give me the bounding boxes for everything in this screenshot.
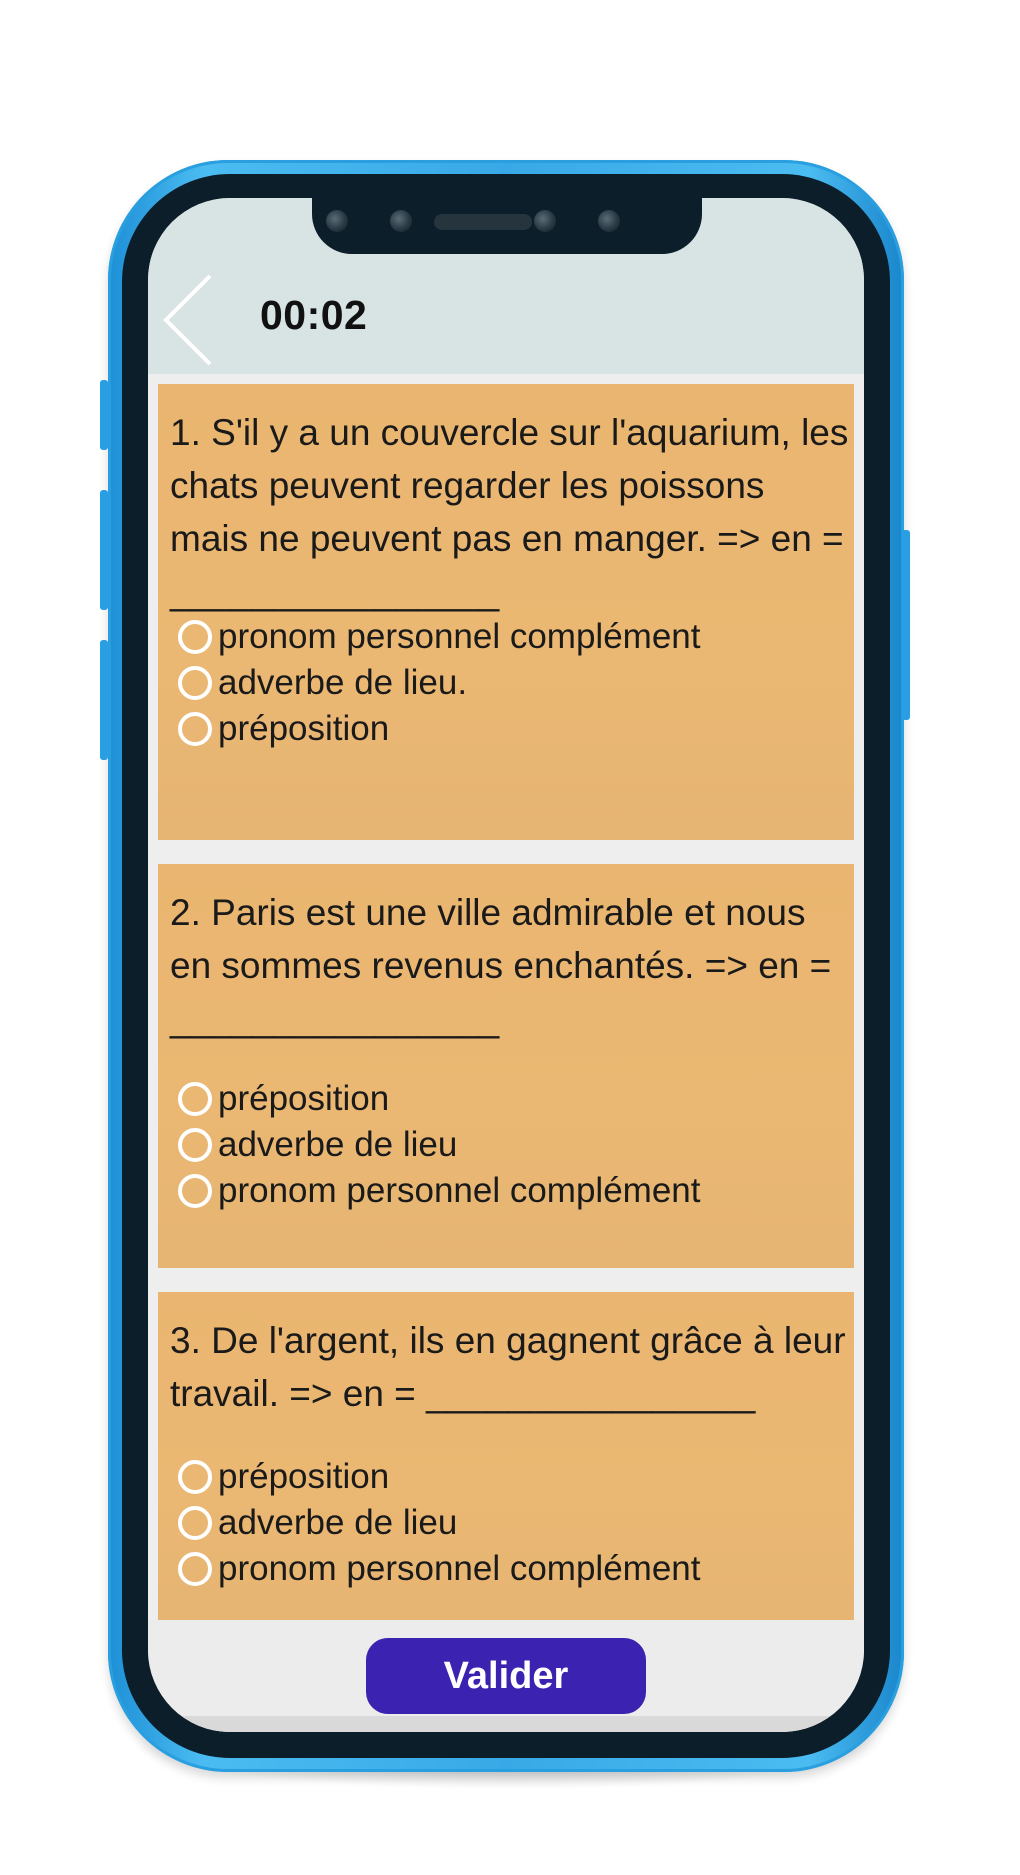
question-card-2: [158, 864, 854, 1268]
question-text: 3. De l'argent, ils en gagnent grâce à leur travail. => en = ________________: [170, 1320, 846, 1414]
answer-label: préposition: [218, 1079, 390, 1118]
question-text: 1. S'il y a un couvercle sur l'aquarium, les chats peuvent regarder les poissons mais ne peuvent pas en manger. => en = ________________: [170, 412, 849, 612]
answer-label: adverbe de lieu.: [218, 663, 468, 702]
side-button-volume-down: [100, 640, 108, 760]
camera-lens-icon: [326, 210, 348, 232]
answer-label: adverbe de lieu: [218, 1503, 458, 1542]
answer-option[interactable]: [178, 1074, 389, 1124]
answer-option[interactable]: [178, 1544, 700, 1594]
answer-option[interactable]: [178, 658, 467, 708]
radio-button[interactable]: [178, 1128, 212, 1162]
question-card-1: [158, 384, 854, 840]
answer-label: pronom personnel complément: [218, 617, 701, 656]
radio-button[interactable]: [178, 1460, 212, 1494]
validate-button[interactable]: Valider: [366, 1638, 646, 1714]
sensor-icon: [534, 210, 556, 232]
answer-label: adverbe de lieu: [218, 1125, 458, 1164]
radio-button[interactable]: [178, 1506, 212, 1540]
question-card-3: [158, 1292, 854, 1620]
side-button-mute: [100, 380, 108, 450]
answer-option[interactable]: [178, 1166, 700, 1216]
answer-label: pronom personnel complément: [218, 1549, 701, 1588]
radio-button[interactable]: [178, 620, 212, 654]
radio-button[interactable]: [178, 666, 212, 700]
camera-notch: [312, 198, 702, 254]
side-button-volume-up: [100, 490, 108, 610]
home-indicator-area: [148, 1716, 864, 1732]
answer-label: pronom personnel complément: [218, 1171, 701, 1210]
radio-button[interactable]: [178, 712, 212, 746]
answer-label: préposition: [218, 709, 390, 748]
answer-option[interactable]: [178, 704, 389, 754]
side-button-power: [902, 530, 910, 720]
chevron-left-icon[interactable]: [160, 272, 220, 368]
camera-lens-icon: [598, 210, 620, 232]
radio-button[interactable]: [178, 1552, 212, 1586]
answer-label: préposition: [218, 1457, 390, 1496]
app-screen: [148, 198, 864, 1732]
answer-option[interactable]: [178, 1498, 457, 1548]
radio-button[interactable]: [178, 1174, 212, 1208]
answer-option[interactable]: [178, 1452, 389, 1502]
answer-option[interactable]: [178, 612, 700, 662]
timer: 00:02: [260, 292, 368, 338]
question-text: 2. Paris est une ville admirable et nous en sommes revenus enchantés. => en = ________________: [170, 892, 832, 1039]
radio-button[interactable]: [178, 1082, 212, 1116]
speaker-grille: [434, 214, 532, 230]
sensor-icon: [390, 210, 412, 232]
answer-option[interactable]: [178, 1120, 457, 1170]
